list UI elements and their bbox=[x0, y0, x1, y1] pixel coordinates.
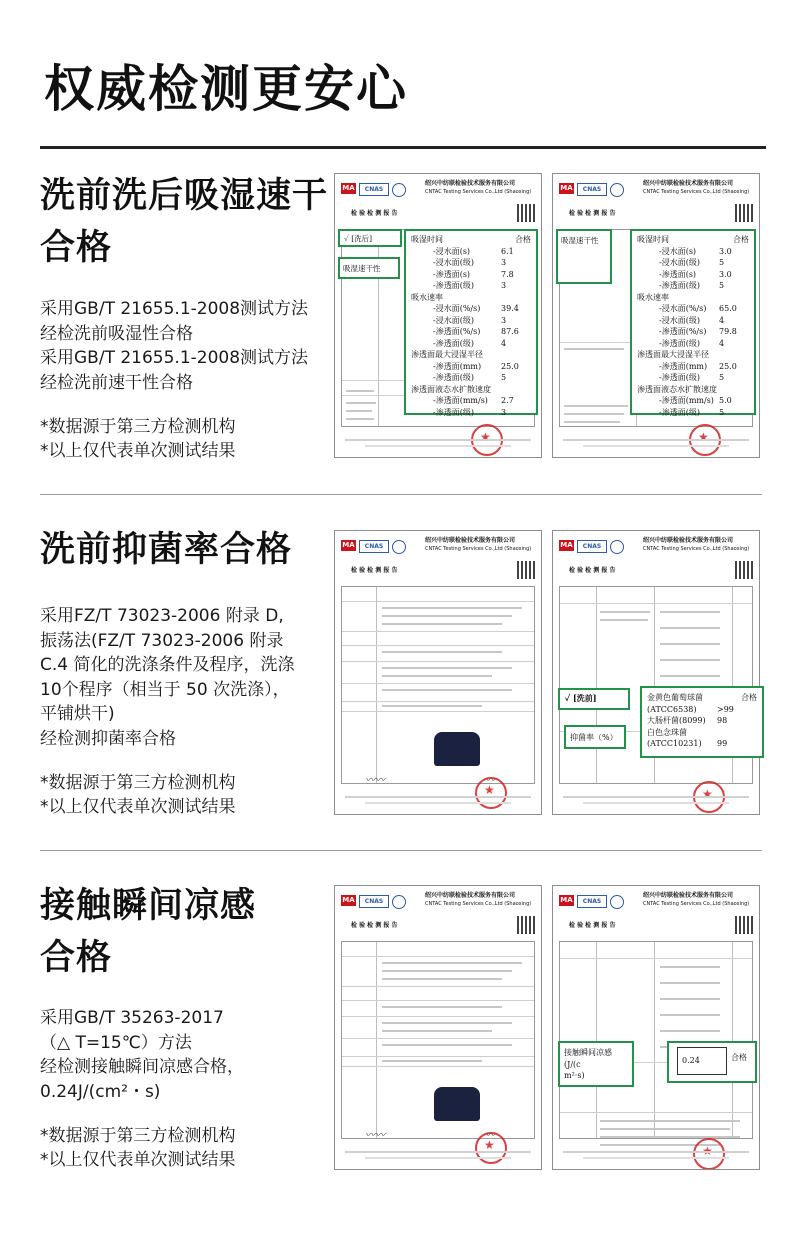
section-divider bbox=[40, 850, 762, 851]
qr-code-icon bbox=[735, 916, 753, 934]
test-report-image bbox=[552, 885, 760, 1170]
accreditation-logo bbox=[610, 540, 624, 554]
qr-code-icon bbox=[517, 204, 535, 222]
ma-logo: MA bbox=[342, 896, 355, 904]
test-report-image bbox=[334, 530, 542, 815]
fabric-sample-image bbox=[434, 1087, 480, 1121]
highlight-wash-tag: ✓ [洗前] bbox=[558, 688, 630, 710]
cnas-logo: CNAS bbox=[359, 895, 389, 908]
signature-image: 〰〰 bbox=[365, 1130, 385, 1141]
cnas-logo: CNAS bbox=[577, 183, 607, 196]
cnas-logo: CNAS bbox=[359, 183, 389, 196]
cnas-logo: CNAS bbox=[577, 540, 607, 553]
cnas-logo: CNAS bbox=[359, 540, 389, 553]
accreditation-logo bbox=[392, 183, 406, 197]
accreditation-logo bbox=[610, 895, 624, 909]
report-label: 检 验 检 测 报 告 bbox=[351, 210, 398, 217]
section-notes: *数据源于第三方检测机构 *以上仅代表单次测试结果 bbox=[40, 1126, 236, 1170]
signature-image: 〰〰 bbox=[365, 775, 385, 786]
ma-logo: MA bbox=[342, 541, 355, 549]
highlight-results-table: 吸湿时间 合格 -浸水面(s) 6.1 -浸水面(级) 3 -渗透面(s) 7.8 -渗透面(级) 3 吸水速率 -浸水面(%/s) 39.4 -浸水面(级) 3 -渗透面(%/s) 87.6 -渗透面(级) 4 渗透面最大浸湿半径 -渗透面(mm) 25.0 -渗透面(级) 5 渗透面液态水扩散速度 -渗透面(mm/s) 2.7 -渗透面(级) 3 bbox=[404, 229, 538, 415]
test-report-image bbox=[334, 885, 542, 1170]
ma-logo: MA bbox=[342, 184, 355, 192]
signature-image: 〰 bbox=[485, 775, 495, 786]
highlight-item-tag: 吸湿速干性 bbox=[556, 229, 612, 284]
issuer-name: 绍兴中纺联检验技术服务有限公司 CNTAC Testing Services Co.,Ltd (Shaoxing) bbox=[643, 180, 750, 195]
section-notes: *数据源于第三方检测机构 *以上仅代表单次测试结果 bbox=[40, 417, 236, 461]
ma-logo: MA bbox=[560, 541, 573, 549]
highlight-results-table: 金黄色葡萄球菌 合格 (ATCC6538) >99 大肠杆菌(8099) 98 白色念珠菌 (ATCC10231) 99 bbox=[640, 686, 764, 758]
ma-logo: MA bbox=[560, 184, 573, 192]
report-label: 检 验 检 测 报 告 bbox=[569, 567, 616, 574]
report-label: 检 验 检 测 报 告 bbox=[351, 567, 398, 574]
title-underline bbox=[40, 146, 766, 149]
accreditation-logo bbox=[392, 540, 406, 554]
report-label: 检 验 检 测 报 告 bbox=[569, 922, 616, 929]
section-description: 采用GB/T 35263-2017 （△ T=15℃）方法 经检测接触瞬间凉感合格， 0.24J/(cm²・s) bbox=[40, 1008, 244, 1102]
highlight-item-tag: 抑菌率（%） bbox=[564, 725, 626, 749]
issuer-name: 绍兴中纺联检验技术服务有限公司 CNTAC Testing Services Co.,Ltd (Shaoxing) bbox=[425, 537, 532, 552]
issuer-name: 绍兴中纺联检验技术服务有限公司 CNTAC Testing Services Co.,Ltd (Shaoxing) bbox=[643, 892, 750, 907]
qr-code-icon bbox=[735, 561, 753, 579]
cnas-logo: CNAS bbox=[577, 895, 607, 908]
section-description: 采用GB/T 21655.1-2008测试方法 经检洗前吸湿性合格 采用GB/T 21655.1-2008测试方法 经检洗前速干性合格 bbox=[40, 299, 309, 393]
issuer-name: 绍兴中纺联检验技术服务有限公司 CNTAC Testing Services Co.,Ltd (Shaoxing) bbox=[425, 180, 532, 195]
official-stamp-icon bbox=[693, 1138, 725, 1170]
report-label: 检 验 检 测 报 告 bbox=[569, 210, 616, 217]
section-description: 采用FZ/T 73023-2006 附录 D, 振荡法(FZ/T 73023-2006 附录 C.4 简化的洗涤条件及程序，洗涤 10个程序（相当于 50 次洗涤）， 平铺烘干) 经检测抑菌率合格 bbox=[40, 606, 295, 749]
accreditation-logo bbox=[610, 183, 624, 197]
qr-code-icon bbox=[735, 204, 753, 222]
section-title: 洗前洗后吸湿速干 合格 bbox=[40, 176, 329, 268]
accreditation-logo bbox=[392, 895, 406, 909]
section-title: 洗前抑菌率合格 bbox=[40, 530, 293, 570]
report-label: 检 验 检 测 报 告 bbox=[351, 922, 398, 929]
signature-image: 〰 bbox=[485, 1130, 495, 1141]
highlight-item-tag: 接触瞬间凉感 (J/(c m²·s) bbox=[558, 1041, 634, 1087]
official-stamp-icon bbox=[475, 1132, 507, 1164]
highlight-wash-tag: ✓ [洗后] bbox=[338, 229, 402, 247]
issuer-name: 绍兴中纺联检验技术服务有限公司 CNTAC Testing Services Co.,Ltd (Shaoxing) bbox=[643, 537, 750, 552]
page-title: 权威检测更安心 bbox=[44, 60, 408, 118]
ma-logo: MA bbox=[560, 896, 573, 904]
section-divider bbox=[40, 494, 762, 495]
official-stamp-icon bbox=[475, 777, 507, 809]
qr-code-icon bbox=[517, 561, 535, 579]
highlight-item-tag: 吸湿速干性 bbox=[338, 257, 400, 279]
test-report-image bbox=[552, 530, 760, 815]
qr-code-icon bbox=[517, 916, 535, 934]
section-title: 接触瞬间凉感 合格 bbox=[40, 886, 257, 978]
fabric-sample-image bbox=[434, 732, 480, 766]
section-notes: *数据源于第三方检测机构 *以上仅代表单次测试结果 bbox=[40, 773, 236, 817]
highlight-results-table: 吸湿时间 合格 -浸水面(s) 3.0 -浸水面(级) 5 -渗透面(s) 3.0 -渗透面(级) 5 吸水速率 -浸水面(%/s) 65.0 -浸水面(级) 4 -渗透面(%/s) 79.8 -渗透面(级) 4 渗透面最大浸湿半径 -渗透面(mm) 25.0 -渗透面(级) 5 渗透面液态水扩散速度 -渗透面(mm/s) 5.0 -渗透面(级) 5 bbox=[630, 229, 756, 415]
highlight-results-table: 0.24 合格 bbox=[667, 1041, 757, 1083]
issuer-name: 绍兴中纺联检验技术服务有限公司 CNTAC Testing Services Co.,Ltd (Shaoxing) bbox=[425, 892, 532, 907]
